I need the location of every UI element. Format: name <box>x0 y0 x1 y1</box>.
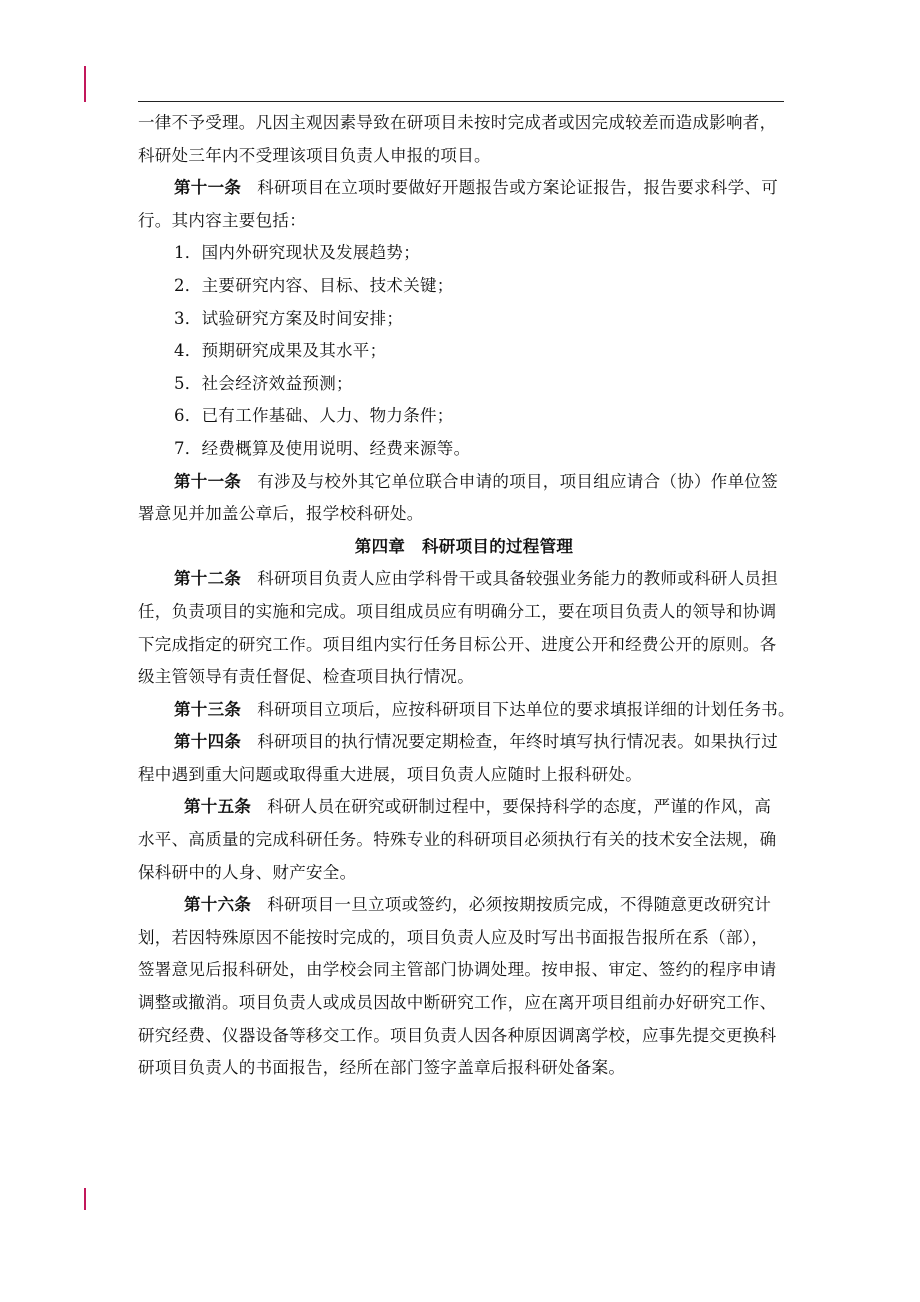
text-line <box>138 563 790 596</box>
text-line: 调整或撤消。项目负责人或成员因故中断研究工作，应在离开项目组前办好研究工作、 <box>138 993 777 1013</box>
list-item: 4．预期研究成果及其水平； <box>174 341 387 361</box>
article-number: 第十六条 <box>184 895 252 915</box>
article-number: 第十二条 <box>174 569 242 589</box>
article-text: 有涉及与校外其它单位联合申请的项目，项目组应请合（协）作单位签 <box>257 471 779 491</box>
article-number: 第十五条 <box>184 797 252 817</box>
text-line <box>138 726 790 759</box>
article-text: 科研项目的执行情况要定期检查，年终时填写执行情况表。如果执行过 <box>257 732 779 752</box>
contents-list <box>138 237 790 465</box>
article-text: 科研项目在立项时要做好开题报告或方案论证报告，报告要求科学、可 <box>257 178 779 198</box>
text-line: 一律不予受理。凡因主观因素导致在研项目未按时完成者或因完成较差而造成影响者， <box>138 113 777 132</box>
list-item: 7．经费概算及使用说明、经费来源等。 <box>174 438 471 458</box>
text-line <box>138 694 795 727</box>
article-15 <box>138 791 790 889</box>
article-number: 第十一条 <box>174 178 242 198</box>
list-item: 3．试验研究方案及时间安排； <box>174 308 404 328</box>
article-text: 科研项目立项后，应按科研项目下达单位的要求填报详细的计划任务书。 <box>257 699 795 719</box>
article-number: 第十三条 <box>174 699 242 719</box>
article-text: 科研项目负责人应由学科骨干或具备较强业务能力的教师或科研人员担 <box>257 569 779 589</box>
document-body <box>138 107 795 1085</box>
article-text: 科研人员在研究或研制过程中，要保持科学的态度，严谨的作风，高 <box>267 797 772 817</box>
article-13 <box>138 694 795 727</box>
chapter-heading: 第四章 科研项目的过程管理 <box>354 536 574 556</box>
article-16 <box>138 889 790 1085</box>
text-line: 级主管领导有责任督促、检查项目执行情况。 <box>138 667 474 687</box>
article-11-contents <box>138 172 790 237</box>
paragraph-continuation <box>138 107 790 172</box>
article-11-joint <box>138 466 790 531</box>
list-item: 5．社会经济效益预测； <box>174 373 353 393</box>
article-text: 科研项目一旦立项或签约，必须按期按质完成，不得随意更改研究计 <box>267 895 772 915</box>
text-line: 研究经费、仪器设备等移交工作。项目负责人因各种原因调离学校，应事先提交更换科 <box>138 1025 777 1045</box>
header-rule <box>138 101 784 102</box>
text-line: 划，若因特殊原因不能按时完成的，项目负责人应及时写出书面报告报所在系（部）， <box>138 927 769 947</box>
article-12 <box>138 563 790 693</box>
text-line: 科研处三年内不受理该项目负责人申报的项目。 <box>138 145 491 165</box>
text-line: 下完成指定的研究工作。项目组内实行任务目标公开、进度公开和经费公开的原则。各 <box>138 634 777 654</box>
article-number: 第十一条 <box>174 471 242 491</box>
text-line: 保科研中的人身、财产安全。 <box>138 862 357 882</box>
text-line: 署意见并加盖公章后，报学校科研处。 <box>138 504 424 524</box>
list-item: 2．主要研究内容、目标、技术关键； <box>174 275 454 295</box>
text-line: 水平、高质量的完成科研任务。特殊专业的科研项目必须执行有关的技术安全法规，确 <box>138 830 777 850</box>
text-line <box>138 791 790 824</box>
text-line <box>138 889 790 922</box>
list-item: 6．已有工作基础、人力、物力条件； <box>174 406 454 426</box>
crop-mark-bottom <box>84 1188 86 1210</box>
crop-mark-top <box>84 66 86 102</box>
text-line: 行。其内容主要包括： <box>138 210 306 230</box>
article-14 <box>138 726 790 791</box>
text-line: 签署意见后报科研处，由学校会同主管部门协调处理。按申报、审定、签约的程序申请 <box>138 960 777 980</box>
list-item: 1．国内外研究现状及发展趋势； <box>174 243 420 263</box>
text-line: 程中遇到重大问题或取得重大进展，项目负责人应随时上报科研处。 <box>138 764 642 784</box>
text-line <box>138 172 790 205</box>
text-line: 研项目负责人的书面报告，经所在部门签字盖章后报科研处备案。 <box>138 1058 626 1078</box>
article-number: 第十四条 <box>174 732 242 752</box>
text-line <box>138 466 790 499</box>
text-line: 任，负责项目的实施和完成。项目组成员应有明确分工，要在项目负责人的领导和协调 <box>138 601 777 621</box>
